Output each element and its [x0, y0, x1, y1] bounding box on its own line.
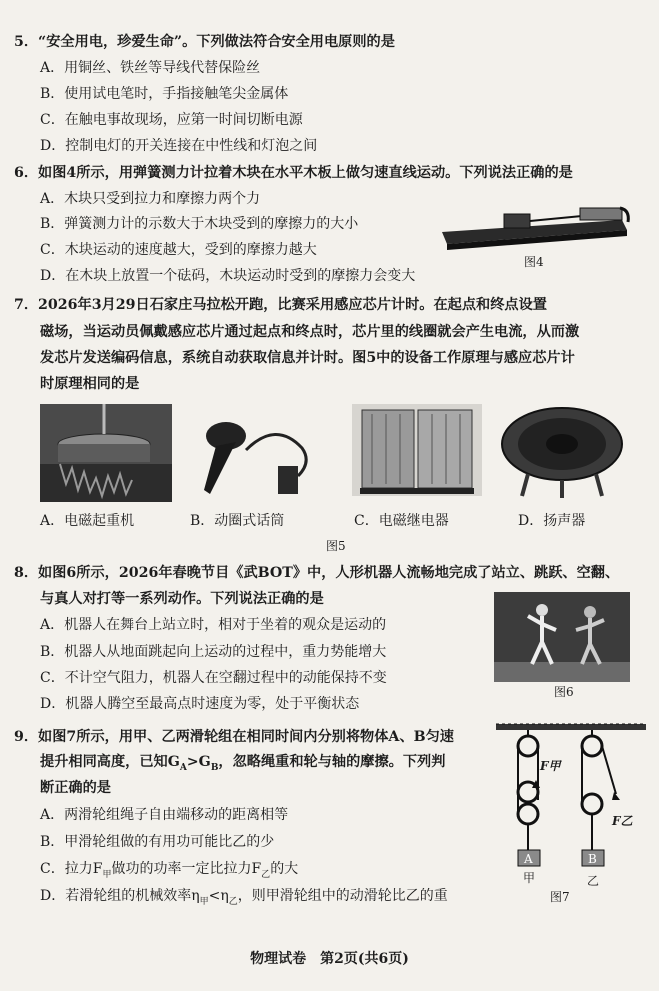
- figure-5-loudspeaker: [498, 404, 626, 500]
- q8-stem-line-2: 与真人对打等一系列动作。下列说法正确的是: [40, 591, 324, 607]
- q8-option-c: C．不计空气阻力，机器人在空翻过程中的动能保持不变: [40, 670, 387, 686]
- q7-option-c: C．电磁继电器: [354, 513, 449, 529]
- figure-7-label-a: A: [524, 852, 533, 866]
- q9-option-d: [40, 886, 448, 912]
- figure-4-caption: 图4: [524, 255, 544, 269]
- figure-5-electromagnetic-relay: [352, 404, 482, 496]
- figure-4-spring-scale: [432, 192, 632, 262]
- q8-option-a: A．机器人在舞台上站立时，相对于坐着的观众是运动的: [40, 617, 387, 633]
- figure-7-label-jia: 甲: [523, 871, 536, 885]
- figure-6-robot-stage-photo: [494, 592, 630, 682]
- figure-6-caption: 图6: [554, 685, 574, 699]
- q7-option-a: A．电磁起重机: [40, 513, 135, 529]
- q7-option-d: D．扬声器: [518, 513, 586, 529]
- q9-optc-text-a: C．拉力F: [40, 861, 103, 877]
- q9-option-b: B．甲滑轮组做的有用功可能比乙的少: [40, 834, 275, 850]
- q7-stem-line-4: 时原理相同的是: [40, 376, 140, 392]
- q6-option-b: B．弹簧测力计的示数大于木块受到的摩擦力的大小: [40, 216, 359, 232]
- q7-stem-line-3: 发芯片发送编码信息，系统自动获取信息并计时。图5中的设备工作原理与感应芯片计: [40, 350, 575, 366]
- figure-7-pulley-systems: [496, 720, 646, 890]
- figure-5-electromagnetic-crane: [40, 404, 172, 502]
- page-footer: 物理试卷 第2页(共6页): [250, 951, 409, 967]
- q9-line2-sub-a: A: [179, 762, 187, 773]
- q5-option-a: A．用铜丝、铁丝等导线代替保险丝: [40, 60, 261, 76]
- figure-7-label-f-yi: F乙: [612, 814, 633, 828]
- q5-option-d: D．控制电灯的开关连接在中性线和灯泡之间: [40, 138, 318, 154]
- q9-stem-line-3: 断正确的是: [40, 780, 111, 796]
- figure-7-label-yi: 乙: [587, 874, 600, 888]
- q7-stem-line-1: 7．2026年3月29日石家庄马拉松开跑，比赛采用感应芯片计时。在起点和终点设置: [14, 297, 547, 313]
- q9-stem-line-1: 9．如图7所示，用甲、乙两滑轮组在相同时间内分别将物体A、B匀速: [14, 729, 454, 745]
- q6-option-a: A．木块只受到拉力和摩擦力两个力: [40, 191, 261, 207]
- q6-stem: 6．如图4所示，用弹簧测力计拉着木块在水平木板上做匀速直线运动。下列说法正确的是: [14, 165, 573, 181]
- figure-5-moving-coil-microphone: [186, 410, 316, 502]
- figure-7-label-f-jia: F甲: [540, 759, 561, 773]
- q7-option-b: B．动圈式话筒: [190, 513, 285, 529]
- q9-optc-sub-b: 乙: [261, 869, 271, 880]
- q8-option-d: D．机器人腾空至最高点时速度为零，处于平衡状态: [40, 696, 360, 712]
- q9-line2-sub-b: B: [210, 762, 219, 773]
- figure-7-label-b: B: [588, 852, 597, 866]
- q8-option-b: B．机器人从地面跳起向上运动的过程中，重力势能增大: [40, 644, 387, 660]
- q9-optd-text-a: D．若滑轮组的机械效率η: [40, 888, 200, 904]
- q9-option-c: [40, 859, 298, 885]
- q5-option-c: C．在触电事故现场，应第一时间切断电源: [40, 112, 303, 128]
- q6-option-d: D．在木块上放置一个砝码，木块运动时受到的摩擦力会变大: [40, 268, 416, 284]
- q9-line2-text-a: 提升相同高度，已知G: [40, 754, 180, 770]
- q7-stem-line-2: 磁场，当运动员佩戴感应芯片通过起点和终点时，芯片里的线圈就会产生电流，从而激: [40, 324, 580, 340]
- q6-option-c: C．木块运动的速度越大，受到的摩擦力越大: [40, 242, 317, 258]
- q9-optd-text-b: <η: [208, 888, 229, 904]
- q9-optc-sub-a: 甲: [102, 869, 112, 880]
- q9-line2-text-c: ，忽略绳重和轮与轴的摩擦。下列判: [218, 754, 446, 770]
- q9-optc-text-b: 做功的功率一定比拉力F: [111, 861, 262, 877]
- q9-stem-line-2: [40, 752, 445, 778]
- figure-5-caption: 图5: [326, 539, 346, 553]
- q9-optc-text-c: 的大: [270, 861, 299, 877]
- q5-stem: 5．“安全用电，珍爱生命”。下列做法符合安全用电原则的是: [14, 34, 395, 50]
- q8-stem-line-1: 8．如图6所示，2026年春晚节目《武BOT》中，人形机器人流畅地完成了站立、跳跃、空翻、: [14, 565, 620, 581]
- figure-7-caption: 图7: [550, 890, 570, 904]
- q9-optd-sub-b: 乙: [228, 896, 238, 907]
- q5-option-b: B．使用试电笔时，手指接触笔尖金属体: [40, 86, 289, 102]
- q9-option-a: A．两滑轮组绳子自由端移动的距离相等: [40, 807, 289, 823]
- q9-line2-text-b: >G: [186, 754, 211, 770]
- q9-optd-text-c: ，则甲滑轮组中的动滑轮比乙的重: [237, 888, 448, 904]
- q9-optd-sub-a: 甲: [199, 896, 209, 907]
